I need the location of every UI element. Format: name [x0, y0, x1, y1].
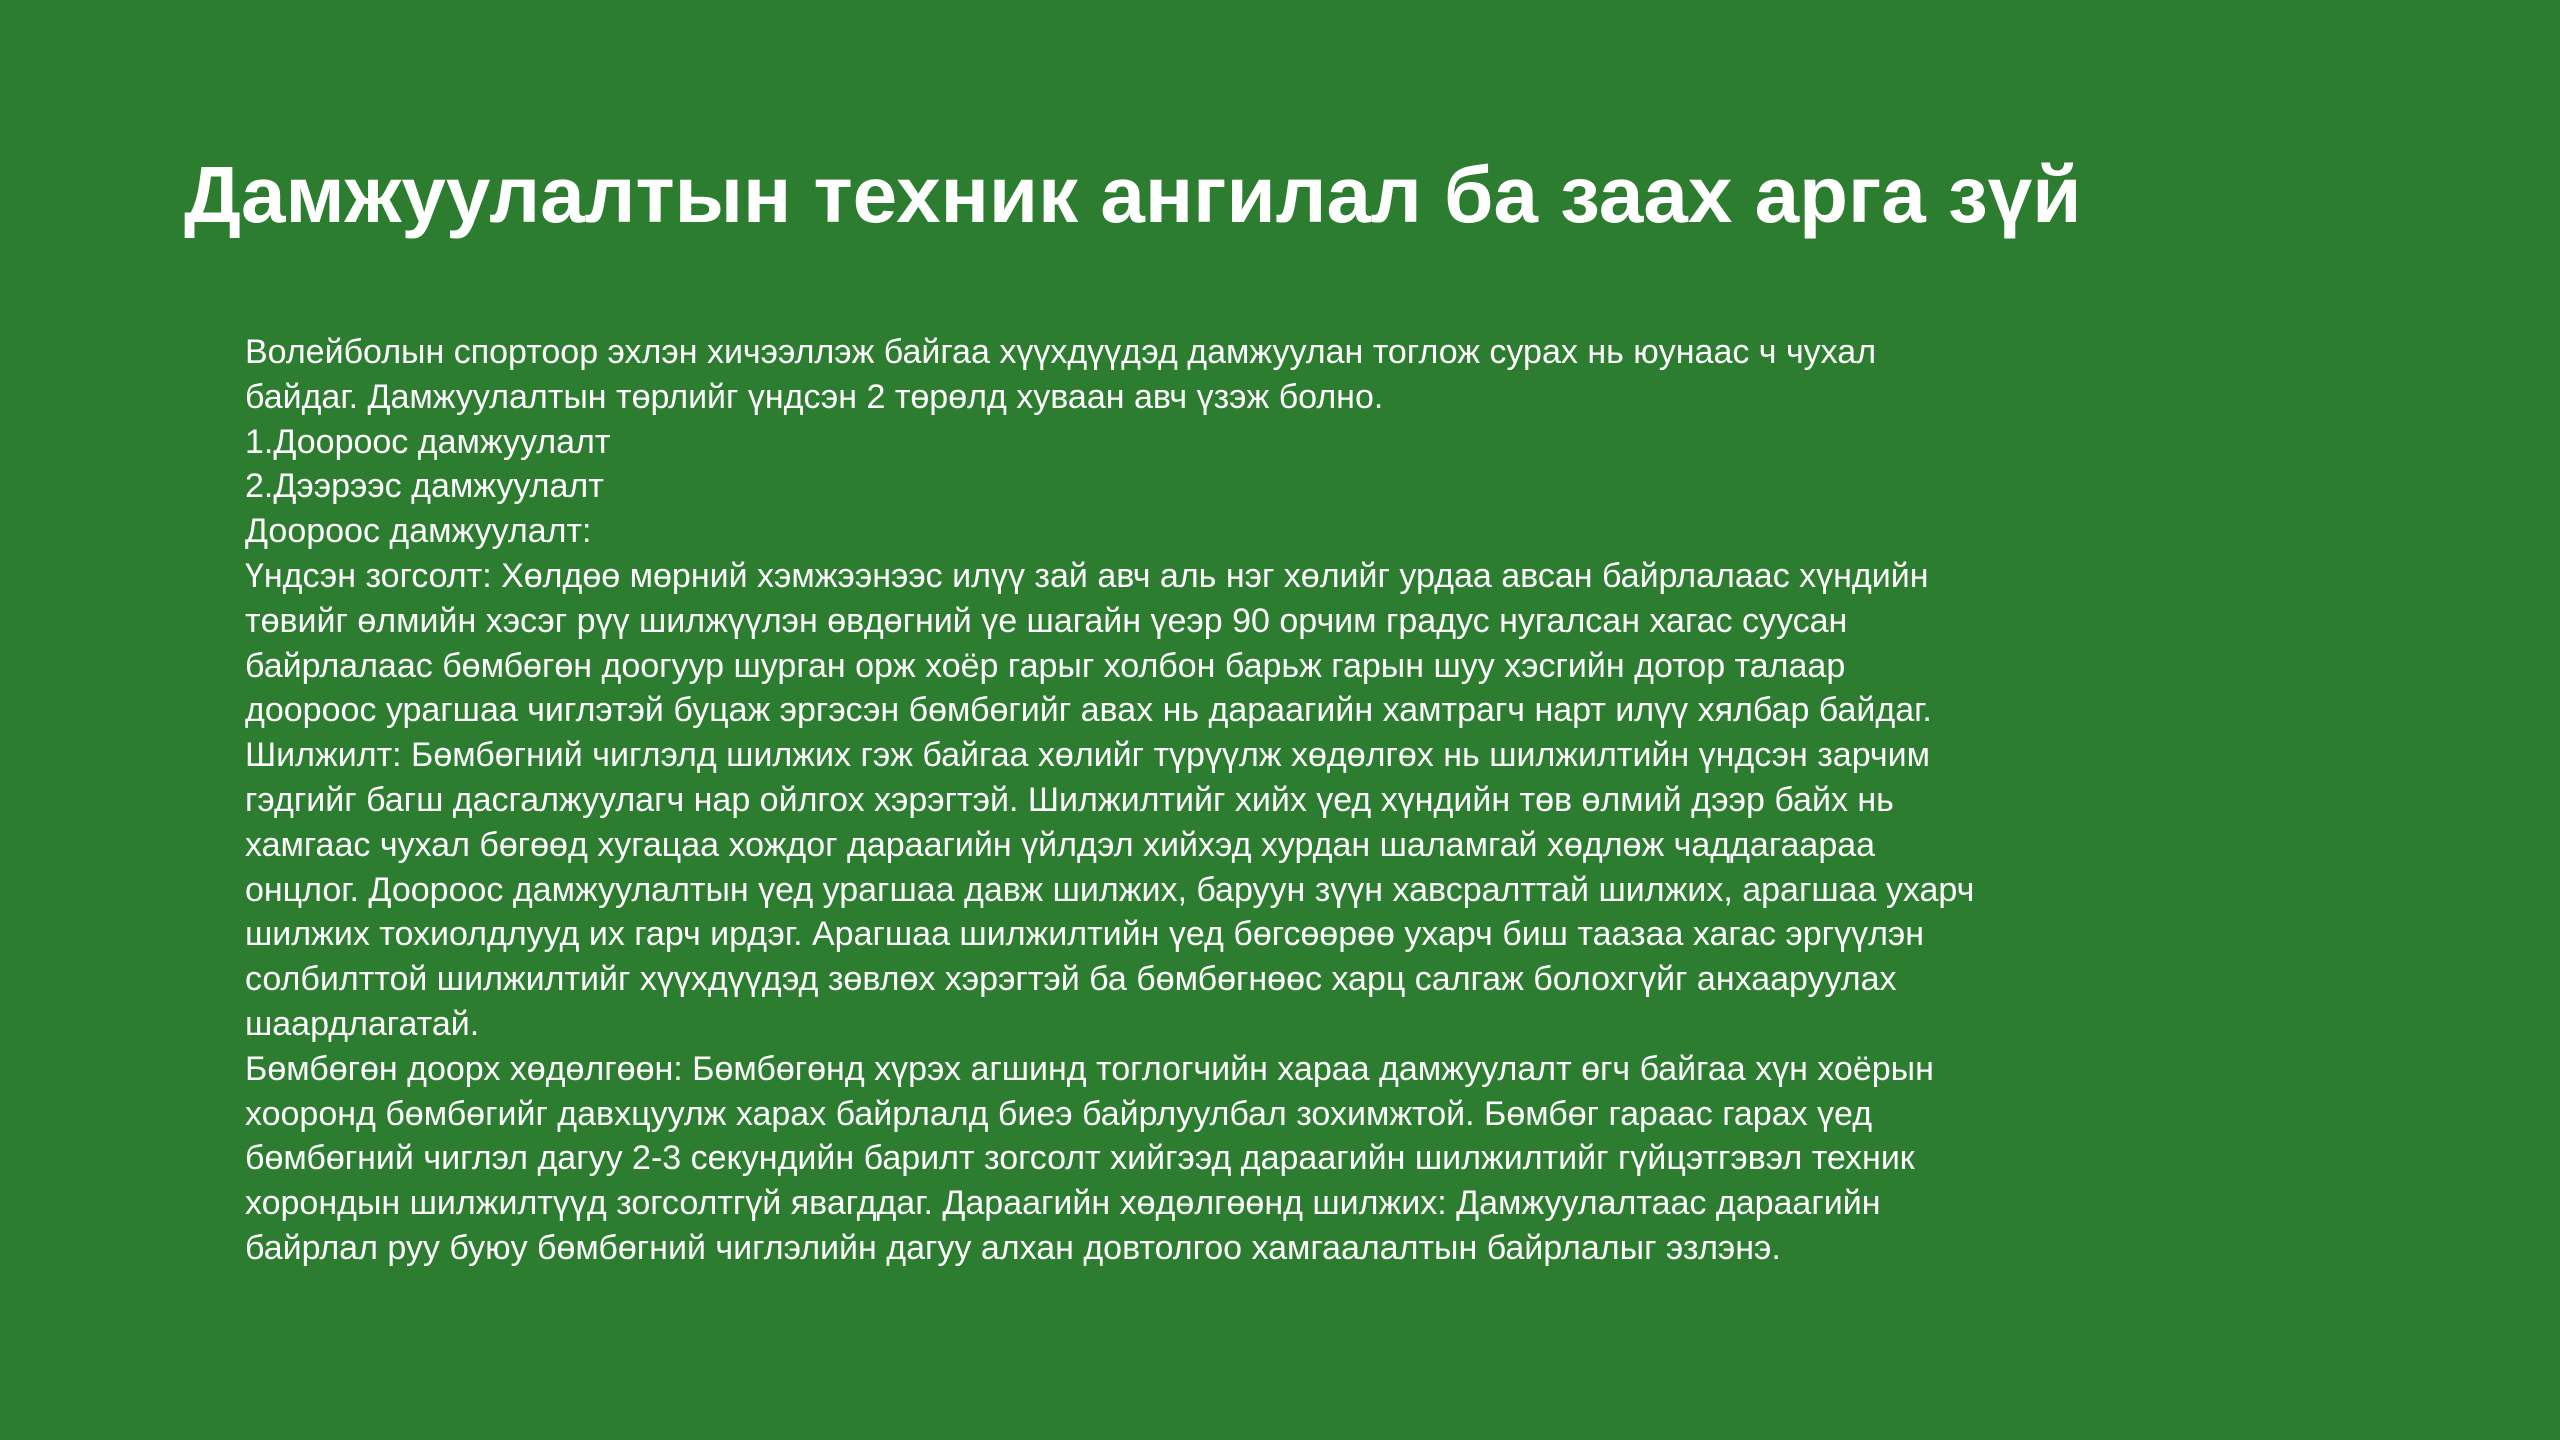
- body-line: доороос урагшаа чиглэтэй буцаж эргэсэн бөмбөгийг авах нь дараагийн хамтрагч нарт илүү хялбар байдаг.: [245, 691, 1932, 730]
- slide-body: [245, 330, 2245, 1271]
- body-line: Волейболын спортоор эхлэн хичээллэж байгаа хүүхдүүдэд дамжуулан тоглож сурах нь юунаас ч чухал: [245, 333, 1877, 371]
- body-line: хорондын шилжилтүүд зогсолтгүй явагддаг. Дараагийн хөдөлгөөнд шилжих: Дамжуулалтаас дараагийн: [245, 1184, 1881, 1223]
- body-line: байрлал руу буюу бөмбөгний чиглэлийн дагуу алхан довтолгоо хамгаалалтын байрлалыг эзлэнэ.: [245, 1228, 1781, 1267]
- body-line: гэдгийг багш дасгалжуулагч нар ойлгох хэрэгтэй. Шилжилтийг хийх үед хүндийн төв өлмий дээр байх нь: [245, 780, 1894, 819]
- body-line: төвийг өлмийн хэсэг рүү шилжүүлэн өвдөгний үе шагайн үеэр 90 орчим градус нугалсан хагас суусан: [245, 601, 1848, 640]
- body-line: байдаг. Дамжуулалтын төрлийг үндсэн 2 төрөлд хуваан авч үзэж болно.: [245, 377, 1384, 416]
- body-line: солбилттой шилжилтийг хүүхдүүдэд зөвлөх хэрэгтэй ба бөмбөгнөөс харц салгаж болохгүйг анхааруулах: [245, 960, 1897, 999]
- body-line: онцлог. Доороос дамжуулалтын үед урагшаа давж шилжих, баруун зүүн хавсралттай шилжих, арагшаа ухарч: [245, 870, 1975, 909]
- section-heading: Доороос дамжуулалт:: [245, 512, 592, 551]
- body-line: хамгаас чухал бөгөөд хугацаа хождог дараагийн үйлдэл хийхэд хурдан шаламгай хөдлөж чаддагаараа: [245, 825, 1876, 864]
- list-item: 2.Дээрээс дамжуулалт: [245, 467, 604, 506]
- body-line: Шилжилт: Бөмбөгний чиглэлд шилжих гэж байгаа хөлийг түрүүлж хөдөлгөх нь шилжилтийн үндсэн зарчим: [245, 736, 1930, 775]
- body-line: бөмбөгний чиглэл дагуу 2-3 секундийн барилт зогсолт хийгээд дараагийн шилжилтийг гүйцэтгэвэл техник: [245, 1139, 1915, 1178]
- list-item: 1.Доороос дамжуулалт: [245, 422, 611, 461]
- body-line: шилжих тохиолдлууд их гарч ирдэг. Арагшаа шилжилтийн үед бөгсөөрөө ухарч биш таазаа хагас эргүүлэн: [245, 915, 1925, 954]
- body-line: Бөмбөгөн доорх хөдөлгөөн: Бөмбөгөнд хүрэх агшинд тоглогчийн хараа дамжуулалт өгч байгаа хүн хоёрын: [245, 1049, 1934, 1088]
- body-line: хооронд бөмбөгийг давхцуулж харах байрлалд биеэ байрлуулбал зохимжтой. Бөмбөг гараас гарах үед: [245, 1094, 1873, 1133]
- body-line: Үндсэн зогсолт: Хөлдөө мөрний хэмжээнээс илүү зай авч аль нэг хөлийг урдаа авсан байрлалаас хүндийн: [245, 556, 1929, 595]
- body-line: байрлалаас бөмбөгөн доогуур шурган орж хоёр гарыг холбон барьж гарын шуу хэсгийн дотор талаар: [245, 646, 1846, 685]
- slide-title: Дамжуулалтын техник ангилал ба заах арга зүй: [184, 150, 2082, 239]
- body-line: шаардлагатай.: [245, 1004, 480, 1043]
